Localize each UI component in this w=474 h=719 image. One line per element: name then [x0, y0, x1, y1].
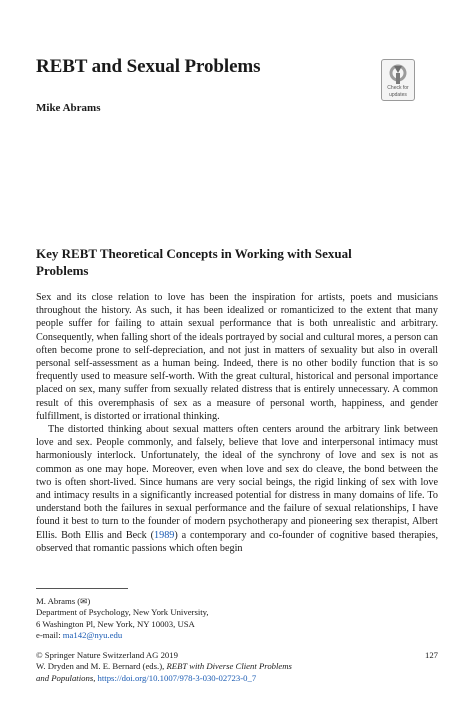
book-title-continued: and Populations: [36, 672, 94, 683]
chapter-title: REBT and Sexual Problems: [36, 56, 261, 77]
footnote-name: M. Abrams (✉): [36, 596, 91, 606]
page-footer: [36, 650, 438, 684]
badge-label-line2: updates: [389, 91, 407, 98]
copyright-line: © Springer Nature Switzerland AG 2019: [36, 650, 178, 660]
footnote-divider: [36, 588, 128, 589]
footnote-address: 6 Washington Pl, New York, NY 10003, USA: [36, 618, 195, 629]
email-link[interactable]: ma142@nyu.edu: [62, 629, 123, 640]
editors-text: W. Dryden and M. E. Bernard (eds.),: [36, 661, 167, 672]
crossmark-icon: [388, 63, 408, 85]
body-text: [36, 291, 438, 555]
author-footnote: [36, 596, 336, 641]
badge-label-line1: Check for: [387, 85, 409, 91]
citation-link-1989[interactable]: 1989: [154, 529, 175, 541]
section-heading: [36, 245, 436, 279]
paragraph-1: Sex and its close relation to love has been the inspiration for artists, poets and musicians throughout the history. As such, it has been idealized or romanticized to the extent that many people suffer for failing to attain sexual performance that is both unrealistic and arbitrary. Consequently, when falling short of the ideals portrayed by social and cultural mores, a person can often become prone to self-depreciation, and not just in matters of sexuality but also in overall personal self-assessment as a human being. Indeed, there is no other bodily function that is so frequently used to measure self-worth. With the great cultural, historical and personal importance placed on sex, many suffer from sexually related distress that is entirely unnecessary. A common result of this overemphasis of sex as a measure of personal worth, happiness, and gender fulfillment, is distorted or irrational thinking.: [36, 292, 438, 422]
section-heading-line1: Key REBT Theoretical Concepts in Working with Sexual: [36, 246, 352, 261]
paragraph-2: [36, 423, 438, 555]
check-for-updates-badge[interactable]: [381, 59, 415, 101]
doi-link[interactable]: https://doi.org/10.1007/978-3-030-02723-0_7: [97, 672, 257, 683]
citation-separator: ,: [93, 672, 98, 683]
citation-line-2: [36, 673, 438, 684]
page-number: 127: [424, 650, 438, 660]
footnote-department: Department of Psychology, New York University,: [36, 607, 209, 618]
book-title: REBT with Diverse Client Problems: [166, 661, 292, 672]
paragraph-2-text-b: ) a contemporary and co-founder of cognitive based therapies, observed that romantic passions which often begin: [36, 529, 438, 554]
section-heading-line2: Problems: [36, 263, 89, 278]
chapter-author: Mike Abrams: [36, 102, 101, 114]
citation-line-1: [36, 661, 438, 672]
email-label: e-mail:: [36, 629, 63, 640]
paragraph-2-text-a: The distorted thinking about sexual matters often centers around the arbitrary link between love and sex. People commonly, and falsely, believe that love and interpersonal intimacy must harmoniously interlock. Unfortunately, the ideal of the synchrony of love and sex is not as common as one may hope. Moreover, even when love and sex do cleave, the bond between the two is often short-lived. Since humans are very social beings, the rigid linking of sex with love and intimacy results in a significantly increased potential for distress in many domains of life. To understand both the failures in sexual performance and the failure of sexual relationships, I have found it best to turn to the founder of modern psychotherapy and pioneering sex therapist, Albert Ellis. Both Ellis and Beck (: [36, 424, 438, 541]
footnote-email-line: [36, 630, 336, 641]
